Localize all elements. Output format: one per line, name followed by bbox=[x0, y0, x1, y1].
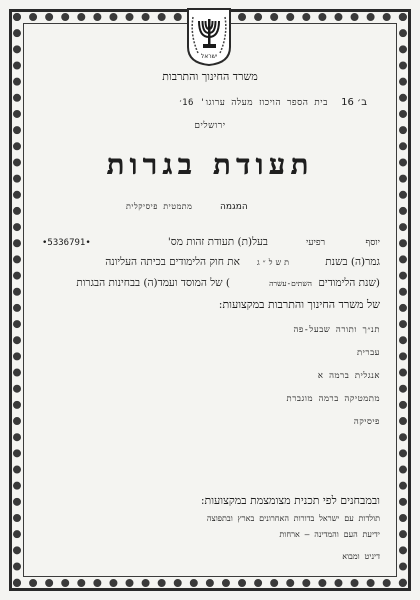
major-value: מתמטית פיסיקלית bbox=[126, 202, 193, 211]
limited-program-header: ובמבחנים לפי תכנית מצומצמת במקצועות: bbox=[200, 494, 380, 507]
school-name: בית הספר הויכוז מעלה ערוגו' 16׳ bbox=[179, 98, 328, 108]
emblem-label: ישראל bbox=[200, 53, 218, 60]
completion-text-end: את חוק הלימודים בכיתה העליונה bbox=[105, 256, 240, 268]
subjects-intro: של משרד החינוך והתרבות במקצועות: bbox=[218, 298, 380, 311]
student-first-name: יוסף bbox=[365, 238, 380, 248]
limited-program-item: תולדות עם ישראל בדורות האחרונים בארץ ובתפוצה bbox=[206, 514, 380, 523]
study-year-text-start: (שנת הלימודים bbox=[318, 277, 380, 289]
city-name: ירושלים bbox=[194, 121, 226, 131]
study-year-text-end: ) של המוסד ועמד(ה) בבחינות הבגרות bbox=[76, 277, 230, 289]
subject-item: עברית bbox=[357, 348, 380, 358]
graduation-year: תשל״ג bbox=[257, 258, 292, 267]
limited-program-item: דיניט ומבוא bbox=[342, 552, 380, 561]
ministry-name: משרד החינוך והתרבות bbox=[162, 70, 258, 83]
subject-item: מתמטיקה ברמה מוגברת bbox=[286, 394, 380, 404]
limited-program-item: ידיעת העם והמדינה – ארחות bbox=[279, 530, 380, 539]
subject-item: תנ״ך ותורה שבעל-פה bbox=[293, 325, 380, 335]
institution-number: ב׳ 16 bbox=[341, 97, 367, 108]
owner-text: בעל(ת) תעודת זהות מס' bbox=[167, 236, 268, 248]
id-number: •5336791• bbox=[42, 238, 91, 248]
subject-item: פיסיקה bbox=[353, 417, 380, 427]
subject-item: אנגלית ברמה א bbox=[317, 371, 380, 381]
subjects-list bbox=[80, 324, 380, 444]
study-year-value: השתים-עשרה bbox=[269, 279, 312, 288]
certificate-title: תעודת בגרות bbox=[106, 148, 314, 181]
student-last-name: רפיעי bbox=[306, 238, 325, 248]
major-label: המגמה bbox=[220, 202, 248, 212]
completion-text-start: גמר(ה) בשנת bbox=[325, 256, 380, 268]
menorah-emblem-icon bbox=[184, 7, 234, 67]
